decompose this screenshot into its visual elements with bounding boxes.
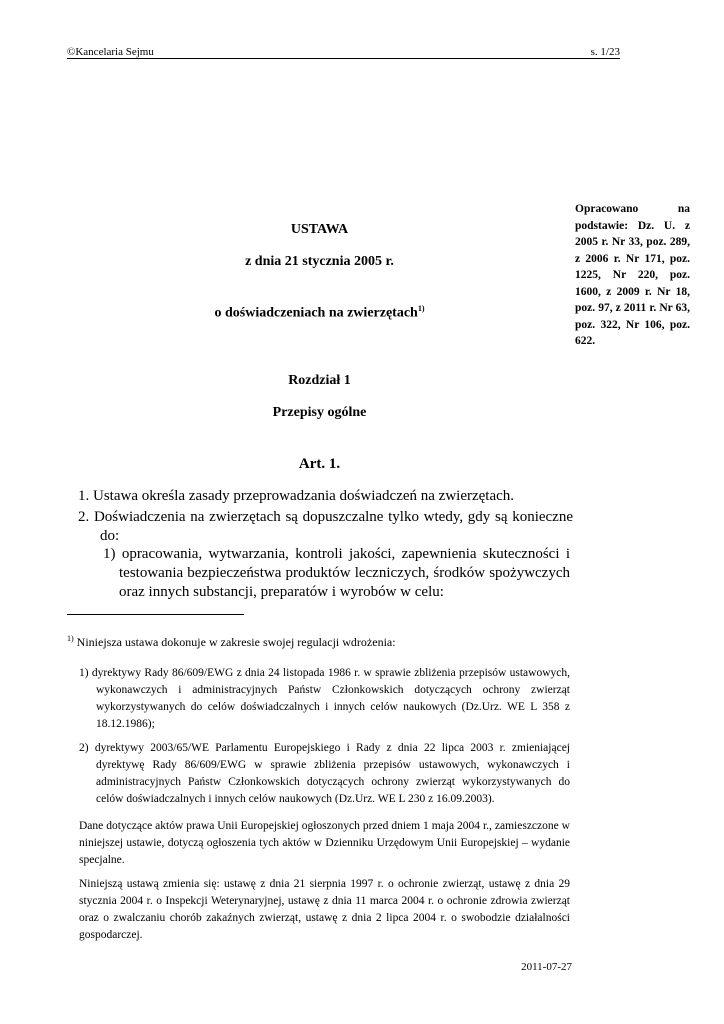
footnote-intro-text: Niniejsza ustawa dokonuje w zakresie swojej regulacji wdrożenia: (76, 635, 396, 649)
article-item-text: 1. Ustawa określa zasady przeprowadzania doświadczeń na zwierzętach. (78, 488, 515, 504)
header-divider (67, 58, 620, 59)
article-item-text: 2. Doświadczenia na zwierzętach są dopuszczalne tylko wtedy, gdy są konieczne do: (78, 509, 573, 544)
page-number: s. 1/23 (590, 46, 620, 58)
subject-text: o doświadczeniach na zwierzętach (214, 305, 418, 321)
article-subitem (103, 545, 570, 602)
article-item (78, 487, 573, 506)
chapter-number: Rozdział 1 (288, 373, 351, 388)
header-publisher: ©Kancelaria Sejmu (67, 46, 154, 58)
footnote-item (79, 740, 570, 808)
footnote-item-text: 1) dyrektywy Rady 86/609/EWG z dnia 24 listopada 1986 r. w sprawie zbliżenia przepisów ustawowych, wykonawczych i administracyjnych Państw Członkowskich dotyczących ochrony zwierząt wykorzystywanych do celów doświadczalnych i innych celów naukowych (Dz.Urz. WE L 358 z 18.12.1986); (79, 667, 570, 730)
footnote-reference: 1) (417, 304, 425, 313)
footnote-paragraph: Dane dotyczące aktów prawa Unii Europejskiej ogłoszonych przed dniem 1 maja 2004 r., zamieszczone w niniejszej ustawie, dotyczą ogłoszenia tych aktów w Dzienniku Urzędowym Unii Europejskiej – wydanie specjalne. (79, 820, 570, 866)
footnote-paragraph: Niniejszą ustawą zmienia się: ustawę z dnia 21 sierpnia 1997 r. o ochronie zwierząt, ustawę z dnia 29 stycznia 2004 r. o Inspekcji Weterynaryjnej, ustawę z dnia 11 marca 2004 r. o ochronie zdrowia zwierząt oraz o zwalczaniu chorób zakaźnych zwierząt, ustawę z dnia 2 lipca 2004 r. o swobodzie działalności gospodarczej. (79, 878, 570, 941)
footnote-intro (67, 634, 570, 650)
footnote-item (79, 665, 570, 733)
chapter-title: Przepisy ogólne (272, 405, 367, 420)
document-type: USTAWA (290, 222, 349, 237)
article-heading: Art. 1. (298, 456, 341, 472)
footnote-separator (67, 614, 244, 615)
article-item (78, 508, 573, 546)
document-date: z dnia 21 stycznia 2005 r. (245, 254, 394, 269)
footnote-item-text: 2) dyrektywy 2003/65/WE Parlamentu Europejskiego i Rady z dnia 22 lipca 2003 r. zmieniającej dyrektywę Rady 86/609/EWG w sprawie zbliżenia przepisów ustawowych, wykonawczych i administracyjnych Państw Członkowskich dotyczących ochrony zwierząt wykorzystywanych do celów doświadczalnych i innych celów naukowych (Dz.Urz. WE L 230 z 16.09.2003). (79, 742, 570, 805)
document-subject (66, 304, 573, 322)
footer-date: 2011-07-27 (521, 961, 572, 973)
article-subitem-text: 1) opracowania, wytwarzania, kontroli jakości, zapewnienia skuteczności i testowania bezpieczeństwa produktów leczniczych, środków spożywczych oraz innych substancji, preparatów i wyrobów w celu: (103, 546, 570, 600)
source-note: Opracowano na podstawie: Dz. U. z 2005 r. Nr 33, poz. 289, z 2006 r. Nr 171, poz. 1225, Nr 220, poz. 1600, z 2009 r. Nr 18, poz. 97, z 2011 r. Nr 63, poz. 322, Nr 106, poz. 622. (575, 203, 690, 347)
footnote-marker: 1) (67, 634, 74, 643)
